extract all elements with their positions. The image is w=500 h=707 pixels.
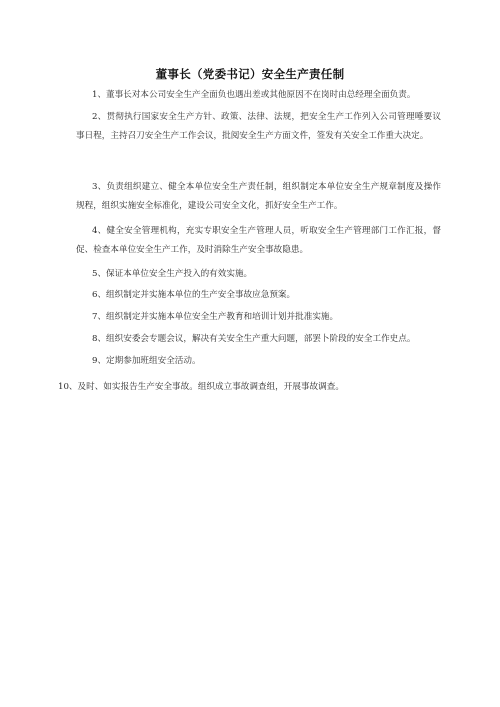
clause-3: 3、负责组织建立、健全本单位安全生产责任制，组织制定本单位安全生产规章制度及操作规程，组织实施安全标准化，建设公司安全文化，抓好安全生产工作。: [76, 182, 441, 211]
clause-7: 7、组织制定并实施本单位安全生产教育和培训计划并批准实施。: [92, 312, 339, 322]
clause-2: 2、贯彻执行国家安全生产方针、政策、法律、法规，把安全生产工作列入公司管理唾要议事日程，主持召刀安全生产工作会议，批阅安全生产方面文件，签发有关安全工作重大决定。: [76, 112, 441, 141]
clause-5: 5、保证本单位安全生产投入的有效实施。: [92, 269, 253, 279]
document-title: 董事长（党委书记）安全生产责任制: [155, 67, 345, 81]
clause-9: 9、定期参加班组安全活动。: [92, 356, 201, 366]
clause-6: 6、组织制定并实施本单位的生产安全事故应急预案。: [92, 290, 296, 300]
clause-1: 1、董事长对本公司安全生产全面负也遇出差或其他原因不在岗时由总经理全面负责。: [92, 90, 416, 100]
clause-8: 8、组织安委会专题会议，解决有关安全生产重大问题，部罢卜阶段的安全工作史点。: [92, 334, 416, 344]
clause-10: 10、及时、如实报告生产安全事故。组织成立事故调查组，开展事故调查。: [58, 382, 344, 392]
clause-4: 4、健全安全管理机构，充实专职安全生产管理人员，听取安全生产管理部门工作汇报，督促、检查本单位安全生产工作，及时消除生产安全事故隐患。: [76, 226, 441, 255]
